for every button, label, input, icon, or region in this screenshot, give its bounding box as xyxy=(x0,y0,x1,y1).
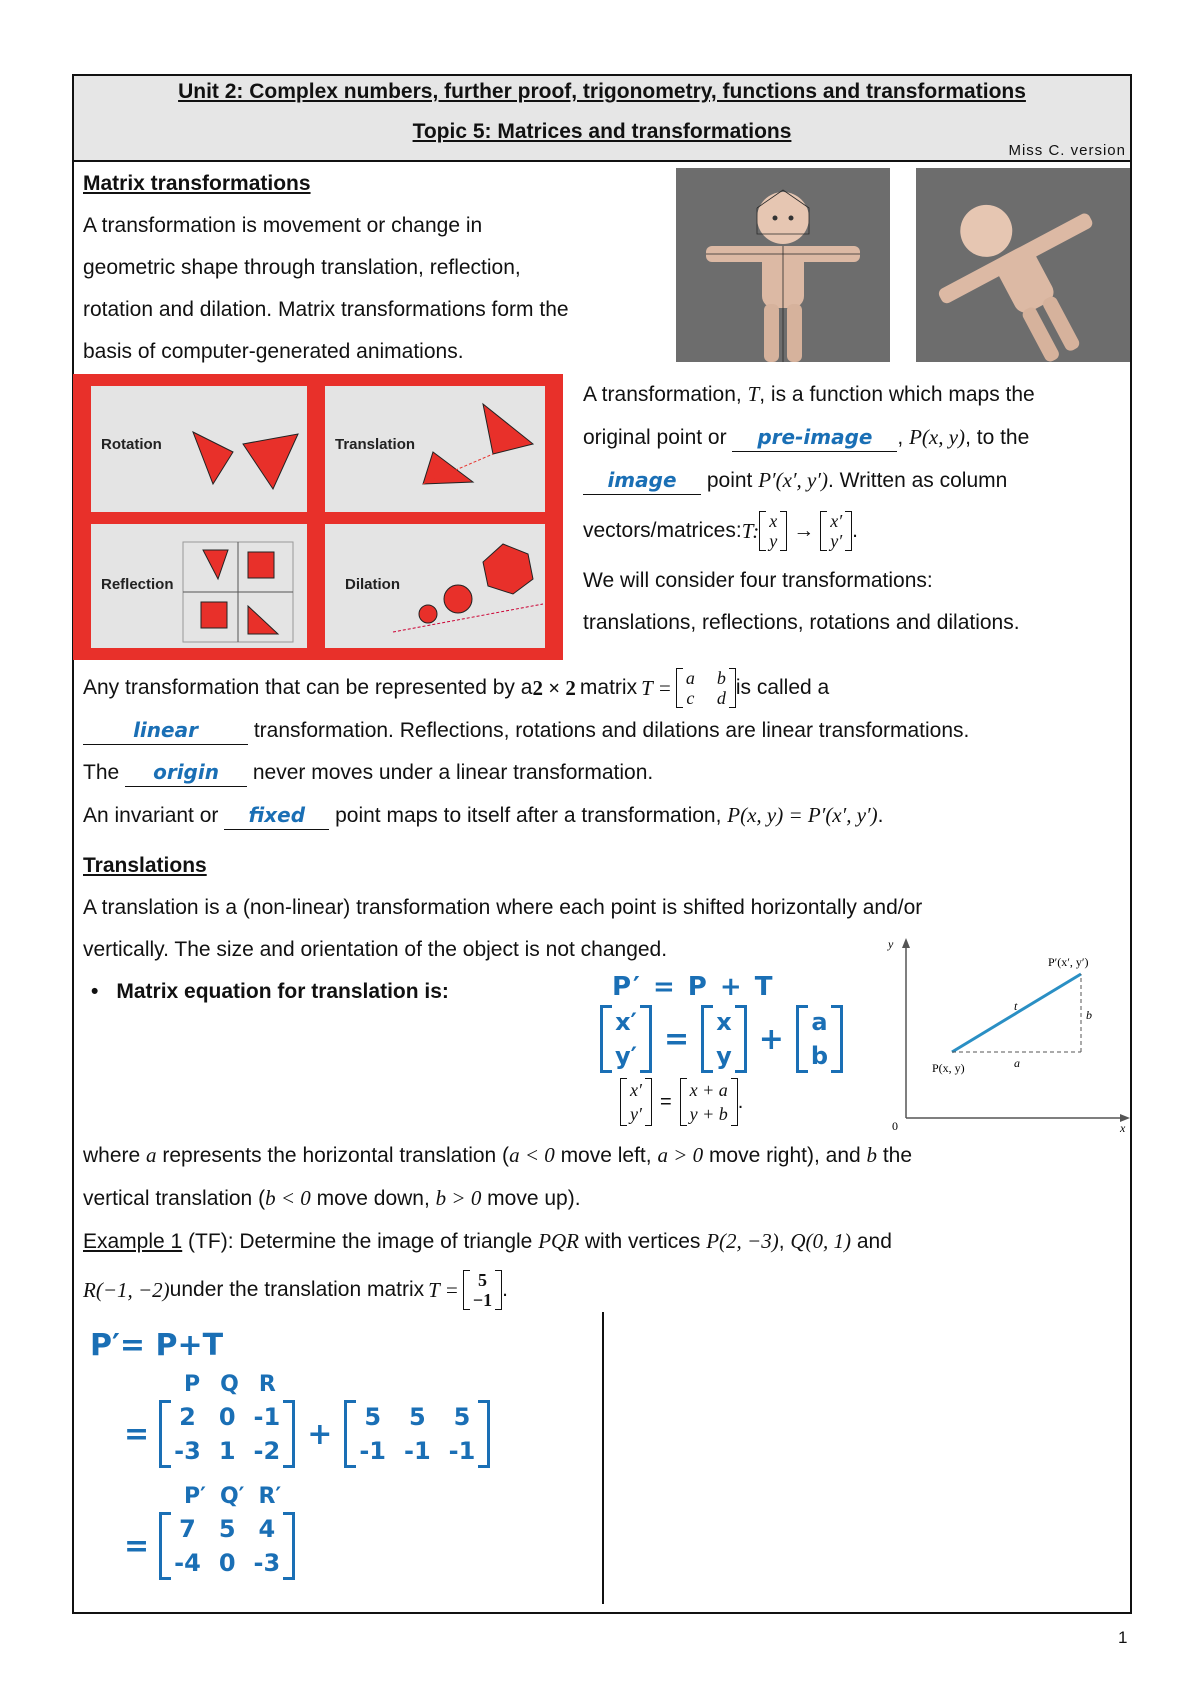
typed-translation-equation: x′ y′ = x + a y + b . xyxy=(620,1078,743,1126)
point-p-label: P(x, y) xyxy=(932,1061,965,1075)
column-vector-xy-prime: x′ y′ xyxy=(820,511,852,551)
def-line-2: original point or pre-image , P(x, y), to the xyxy=(583,416,1123,459)
bullet-dot: • xyxy=(91,980,99,1003)
example-label: Example 1 xyxy=(83,1230,183,1253)
panel-label-rotation: Rotation xyxy=(101,436,162,453)
work-sum-row: = 2 0 -1 -3 1 -2 + 5 5 5 -1 -1 -1 xyxy=(124,1400,490,1468)
translation-vector xyxy=(952,974,1081,1052)
intro-block xyxy=(83,163,643,373)
panel-label-translation: Translation xyxy=(335,436,416,453)
version-label: Miss C. version xyxy=(1008,142,1126,159)
x-axis-label: x xyxy=(1120,1121,1126,1132)
character-posed-image xyxy=(916,168,1130,362)
linear-line-4: An invariant or fixed point maps to itself after a transformation, P(x, y) = P′(x′, y′). xyxy=(83,794,1123,837)
translation-graph xyxy=(876,932,1132,1132)
intro-line: A transformation is movement or change in xyxy=(83,214,483,237)
matrix-result: 7 5 4 -4 0 -3 xyxy=(159,1512,295,1580)
header-band xyxy=(72,74,1132,162)
topic-title: Topic 5: Matrices and transformations xyxy=(412,120,792,143)
translations-line-1: A translation is a (non-linear) transformation where each point is shifted horizontally and/or xyxy=(83,896,923,919)
column-vector-xy: x y xyxy=(759,511,787,551)
intro-line: basis of computer-generated animations. xyxy=(83,340,464,363)
y-axis-label: y xyxy=(888,937,894,951)
work-heads-pqr: P Q R xyxy=(184,1372,276,1397)
hand-equation-label: P′ = P + T xyxy=(612,972,775,1002)
example-line-2: R(−1, −2) under the translation matrix T = 5 −1 . xyxy=(83,1270,508,1310)
section-heading-matrix-transformations: Matrix transformations xyxy=(83,172,311,195)
linear-line-2: linear transformation. Reflections, rotations and dilations are linear transformations. xyxy=(83,710,1123,752)
unit-title: Unit 2: Complex numbers, further proof, trigonometry, functions and transformations xyxy=(178,80,1026,103)
def-line-5: We will consider four transformations: xyxy=(583,569,933,592)
panel-label-reflection: Reflection xyxy=(101,576,174,593)
where-block xyxy=(83,1134,1123,1317)
translation-matrix-t: 5 −1 xyxy=(463,1270,502,1310)
where-line-2: vertical translation (b < 0 move down, b > 0 move up). xyxy=(83,1186,581,1210)
def-line-3: image point P′(x′, y′). Written as column xyxy=(583,459,1123,502)
matrix-t-repeated: 5 5 5 -1 -1 -1 xyxy=(344,1400,490,1468)
work-heads-pqr-prime: P′ Q′ R′ xyxy=(184,1484,282,1509)
blank-pre-image: pre-image xyxy=(732,424,897,452)
transformation-types-image xyxy=(73,374,563,660)
where-line-1: where a represents the horizontal translation (a < 0 move left, a > 0 move right), and b the xyxy=(83,1143,913,1167)
blank-linear: linear xyxy=(83,717,248,745)
def-line-1: A transformation, T, is a function which maps the xyxy=(583,382,1035,406)
b-label: b xyxy=(1086,1008,1092,1022)
blank-image: image xyxy=(583,467,701,495)
definition-block xyxy=(583,373,1123,644)
a-label: a xyxy=(1014,1056,1020,1070)
def-line-6: translations, reflections, rotations and dilations. xyxy=(583,611,1020,634)
character-tpose-image xyxy=(676,168,890,362)
example-line-1: Example 1 (TF): Determine the image of triangle PQR with vertices P(2, −3), Q(0, 1) and xyxy=(83,1229,892,1253)
example-divider xyxy=(602,1312,604,1604)
blank-origin: origin xyxy=(125,759,247,787)
origin-label: 0 xyxy=(892,1119,898,1132)
bullet-matrix-equation: • Matrix equation for translation is: xyxy=(91,980,449,1003)
linear-line-3: The origin never moves under a linear transformation. xyxy=(83,752,1123,794)
matrix-pqr: 2 0 -1 -3 1 -2 xyxy=(159,1400,295,1468)
t-label: t xyxy=(1014,999,1018,1013)
intro-line: geometric shape through translation, reflection, xyxy=(83,256,521,279)
panel-label-dilation: Dilation xyxy=(345,576,400,593)
def-line-4: vectors/matrices: T: x y → x′ y′ . xyxy=(583,511,858,551)
page-number: 1 xyxy=(1118,1628,1128,1647)
intro-line: rotation and dilation. Matrix transformations form the xyxy=(83,298,569,321)
section-heading-translations: Translations xyxy=(83,854,207,877)
linear-line-1: Any transformation that can be represented by a 2 × 2 matrix T = a b c d is called a xyxy=(83,668,830,708)
work-line-1: P′= P+T xyxy=(90,1328,224,1363)
work-result-row: = 7 5 4 -4 0 -3 xyxy=(124,1512,295,1580)
linear-block xyxy=(83,666,1123,837)
translations-line-2: vertically. The size and orientation of the object is not changed. xyxy=(83,938,668,961)
point-p-prime-label: P′(x′, y′) xyxy=(1048,955,1089,969)
hand-equation-matrices: x′ y′ = x y + a b xyxy=(600,1005,843,1073)
blank-fixed: fixed xyxy=(224,802,329,830)
matrix-abcd: a b c d xyxy=(676,668,736,708)
